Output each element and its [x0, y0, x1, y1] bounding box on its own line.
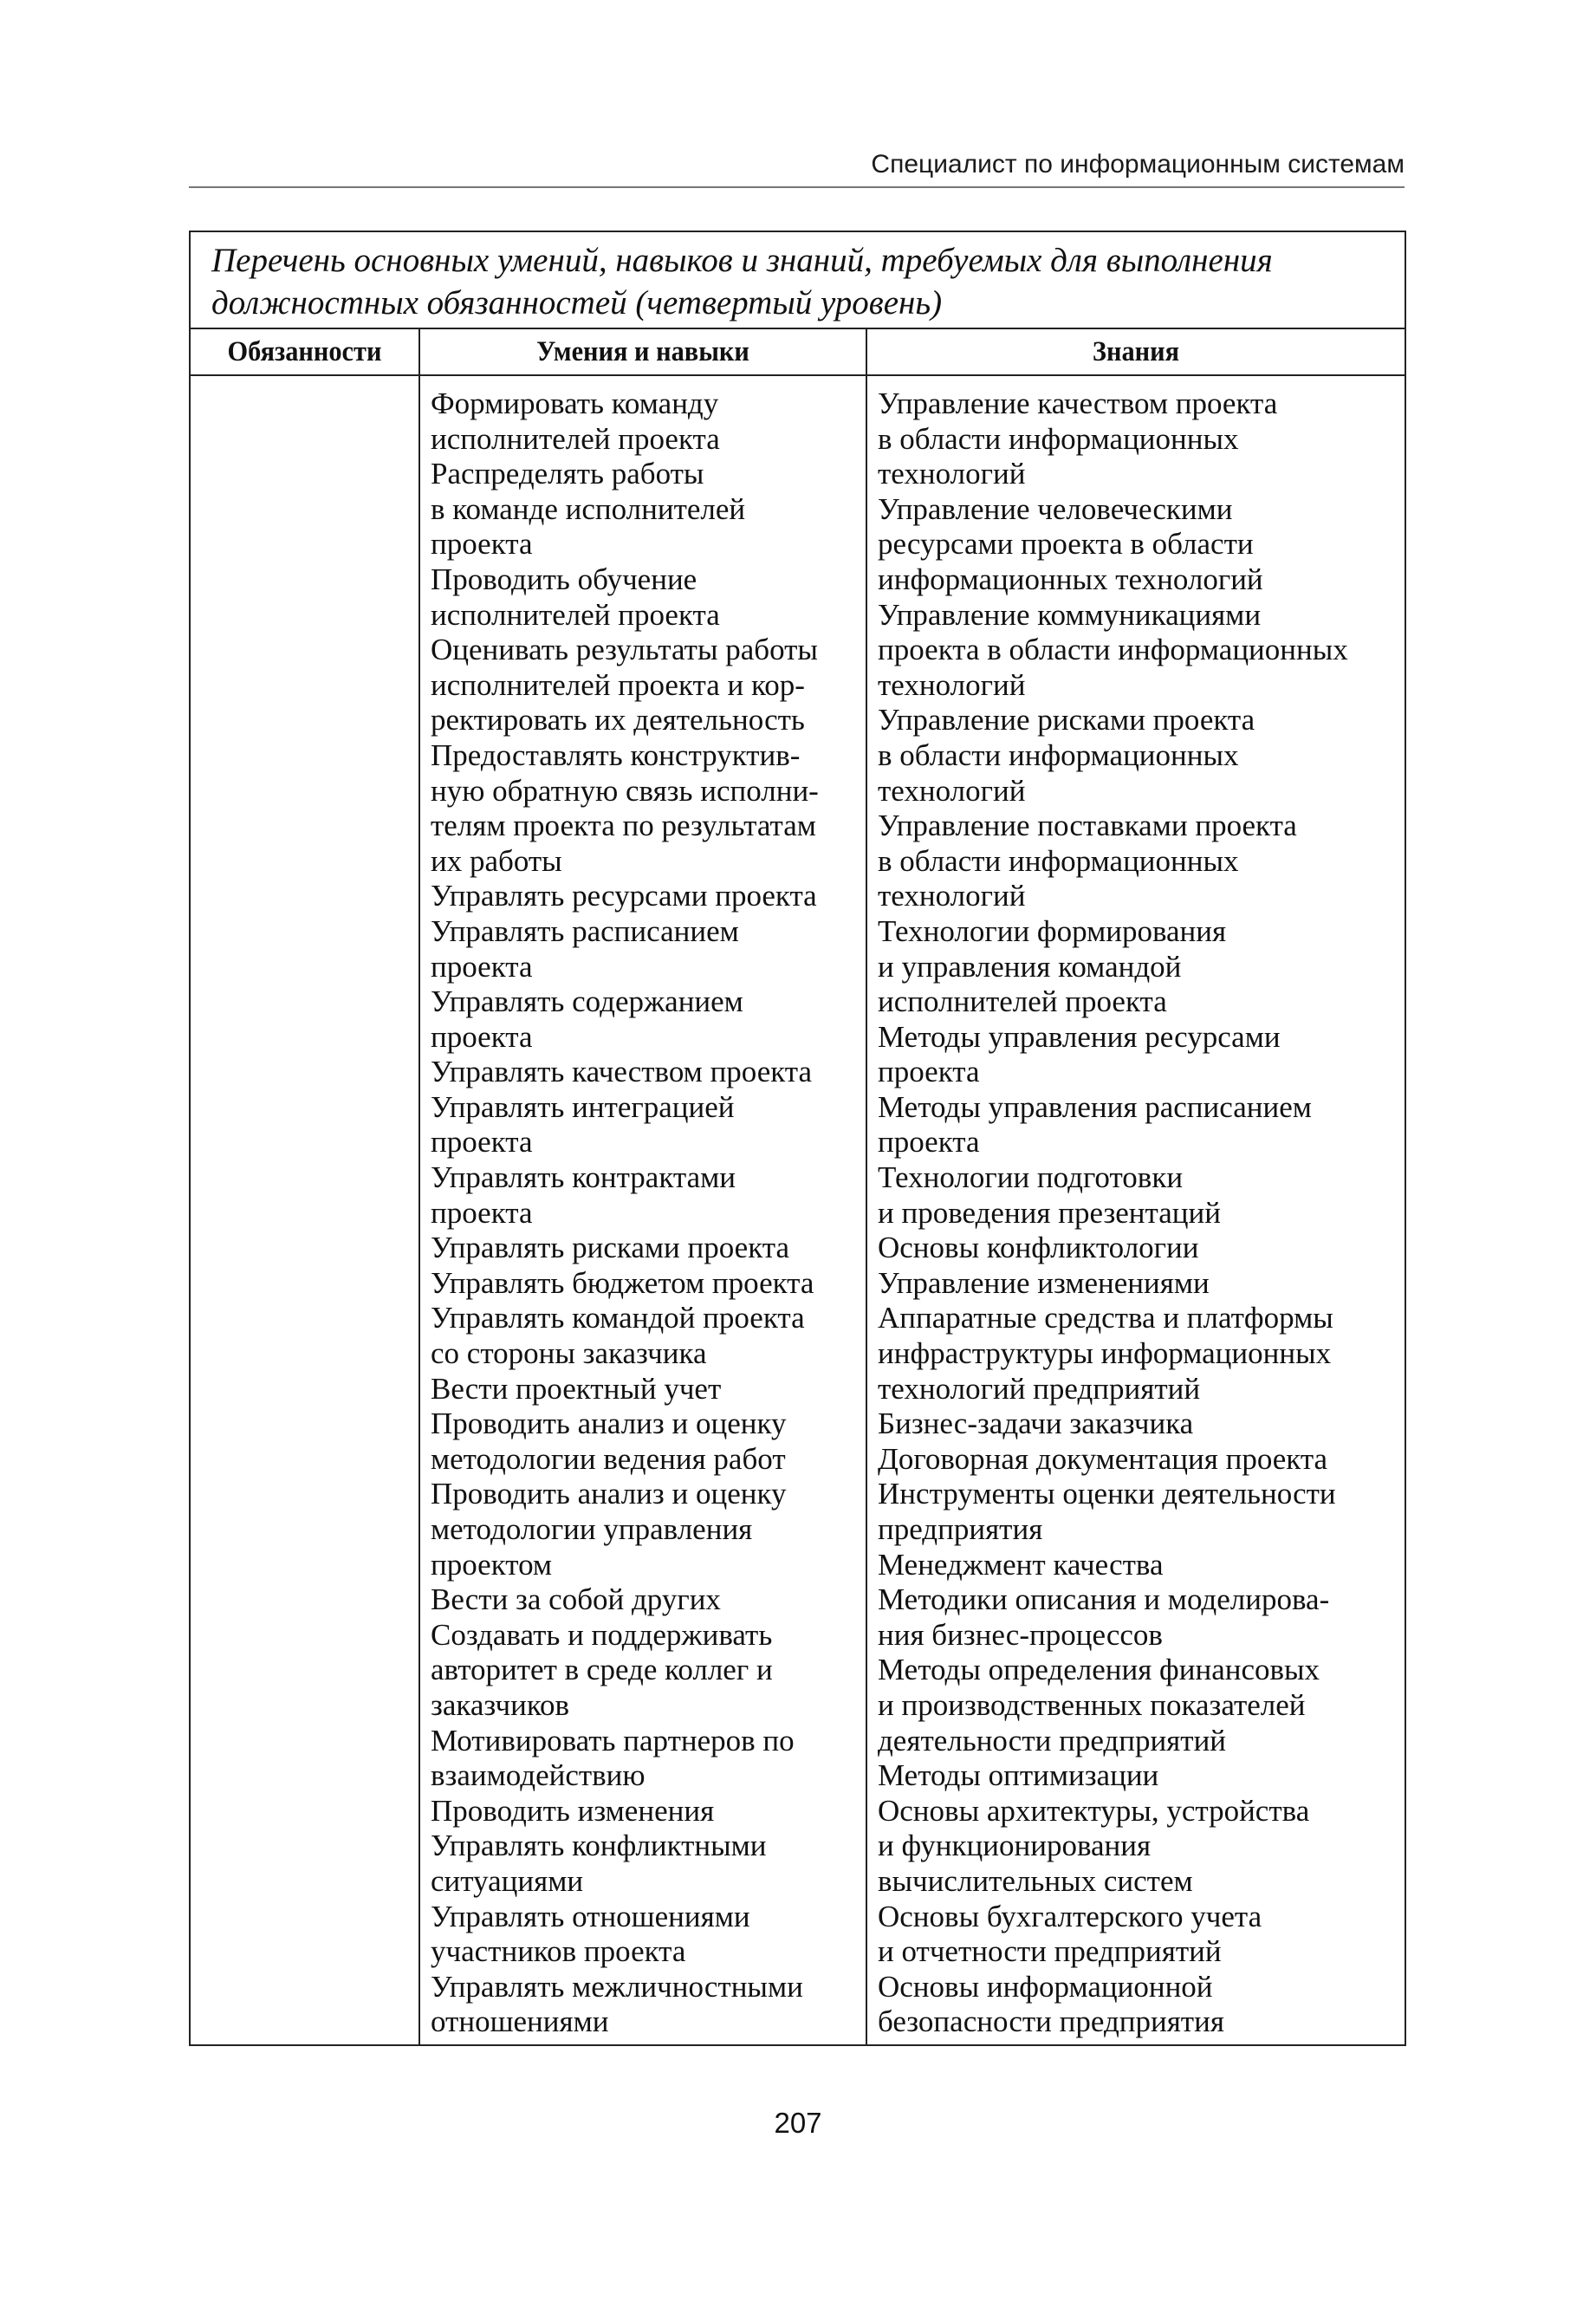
skill-line: Управлять контрактами	[431, 1160, 736, 1195]
skill-line: отношениями	[431, 2004, 609, 2039]
skill-line: Оценивать результаты работы	[431, 633, 818, 667]
skill-line: Управлять содержанием	[431, 984, 743, 1019]
knowledge-line: Основы бухгалтерского учета	[878, 1899, 1262, 1933]
knowledge-line: Основы конфликтологии	[878, 1231, 1199, 1265]
skill-line: Управлять командой проекта	[431, 1301, 805, 1335]
knowledge-line: инфраструктуры информационных	[878, 1336, 1332, 1371]
skill-line: проекта	[431, 527, 533, 562]
skill-line: их работы	[431, 843, 562, 878]
knowledge-line: и управления командой	[878, 949, 1182, 984]
skill-line: Управлять бюджетом проекта	[431, 1265, 814, 1300]
knowledge-line: Методики описания и моделирова-	[878, 1582, 1330, 1617]
skill-line: Создавать и поддерживать	[431, 1617, 773, 1652]
knowledge-line: предприятия	[878, 1512, 1043, 1546]
knowledge-line: Технологии подготовки	[878, 1160, 1184, 1195]
table-caption	[190, 231, 1405, 328]
skill-line: проекта	[431, 1195, 533, 1230]
skill-line: методологии управления	[431, 1512, 753, 1546]
knowledge-line: технологий	[878, 667, 1026, 702]
knowledge-line: проекта в области информационных	[878, 633, 1348, 667]
skill-line: проекта	[431, 949, 533, 984]
column-header-knowledge: Знания	[888, 328, 1384, 375]
skill-line: исполнителей проекта	[431, 421, 720, 456]
knowledge-line: Бизнес-задачи заказчика	[878, 1407, 1194, 1441]
knowledge-line: в области информационных	[878, 737, 1239, 772]
knowledge-line: технологий	[878, 457, 1026, 491]
skill-line: Управлять отношениями	[431, 1899, 750, 1933]
knowledge-line: Методы оптимизации	[878, 1758, 1159, 1793]
skill-line: в команде исполнителей	[431, 491, 746, 526]
knowledge-line: Управление рисками проекта	[878, 703, 1255, 737]
competency-table	[189, 231, 1406, 2046]
knowledge-line: Аппаратные средства и платформы	[878, 1301, 1333, 1335]
skill-line: авторитет в среде коллег и	[431, 1653, 773, 1687]
skill-line: Управлять межличностными	[431, 1969, 803, 2004]
knowledge-line: технологий предприятий	[878, 1371, 1201, 1406]
knowledge-line: Методы управления расписанием	[878, 1089, 1312, 1124]
knowledge-line: технологий	[878, 879, 1026, 913]
knowledge-line: исполнителей проекта	[878, 984, 1167, 1019]
skill-line: телям проекта по результатам	[431, 809, 816, 843]
knowledge-line: Менеджмент качества	[878, 1547, 1164, 1582]
knowledge-line: информационных технологий	[878, 562, 1263, 596]
table-caption-line: должностных обязанностей (четвертый уровень)	[211, 284, 943, 322]
knowledge-line: ния бизнес-процессов	[878, 1617, 1163, 1652]
skill-line: Управлять интеграцией	[431, 1089, 735, 1124]
skill-line: Управлять расписанием	[431, 913, 739, 948]
knowledge-line: и производственных показателей	[878, 1687, 1306, 1722]
knowledge-line: Основы архитектуры, устройства	[878, 1793, 1310, 1828]
knowledge-line: технологий	[878, 773, 1026, 808]
skill-line: взаимодействию	[431, 1758, 646, 1793]
skill-line: Проводить анализ и оценку	[431, 1407, 787, 1441]
skill-line: ректировать их деятельность	[431, 703, 805, 737]
skill-line: ситуациями	[431, 1863, 584, 1898]
skill-line: Мотивировать партнеров по	[431, 1723, 795, 1757]
skill-line: со стороны заказчика	[431, 1336, 707, 1371]
knowledge-line: вычислительных систем	[878, 1863, 1193, 1898]
knowledge-cell	[866, 375, 1405, 2045]
running-head: Специалист по информационным системам	[871, 150, 1405, 179]
knowledge-line: Управление поставками проекта	[878, 809, 1297, 843]
knowledge-line: проекта	[878, 1125, 980, 1160]
skill-line: Вести проектный учет	[431, 1371, 722, 1406]
skill-line: участников проекта	[431, 1934, 686, 1969]
knowledge-line: и отчетности предприятий	[878, 1934, 1222, 1969]
skills-cell	[419, 375, 866, 2045]
skill-line: проектом	[431, 1547, 553, 1582]
skill-line: Управлять качеством проекта	[431, 1055, 813, 1089]
skill-line: Управлять конфликтными	[431, 1829, 767, 1863]
knowledge-line: безопасности предприятия	[878, 2004, 1224, 2039]
knowledge-line: в области информационных	[878, 421, 1239, 456]
skill-line: Управлять ресурсами проекта	[431, 879, 817, 913]
knowledge-line: и проведения презентаций	[878, 1195, 1221, 1230]
skill-line: методологии ведения работ	[431, 1441, 786, 1476]
knowledge-line: и функционирования	[878, 1829, 1152, 1863]
table-caption-line: Перечень основных умений, навыков и знаний, требуемых для выполнения	[211, 242, 1273, 279]
knowledge-line: в области информационных	[878, 843, 1239, 878]
knowledge-line: Основы информационной	[878, 1969, 1213, 2004]
knowledge-line: проекта	[878, 1055, 980, 1089]
skill-line: Проводить анализ и оценку	[431, 1477, 787, 1511]
knowledge-line: Договорная документация проекта	[878, 1441, 1328, 1476]
column-header-skills: Умения и навыки	[438, 328, 849, 375]
knowledge-line: ресурсами проекта в области	[878, 527, 1254, 562]
knowledge-line: Методы определения финансовых	[878, 1653, 1320, 1687]
skill-line: Формировать команду	[431, 387, 719, 420]
knowledge-line: Управление качеством проекта	[878, 387, 1278, 420]
skill-line: Распределять работы	[431, 457, 704, 491]
skill-line: ную обратную связь исполни-	[431, 773, 819, 808]
skill-line: Предоставлять конструктив-	[431, 737, 801, 772]
page-number: 207	[774, 2107, 822, 2139]
skill-line: Проводить обучение	[431, 562, 697, 596]
skill-line: исполнителей проекта и кор-	[431, 667, 805, 702]
skill-line: проекта	[431, 1125, 533, 1160]
skill-line: заказчиков	[431, 1687, 570, 1722]
skill-line: Проводить изменения	[431, 1793, 715, 1828]
skill-line: исполнителей проекта	[431, 597, 720, 632]
knowledge-line: Управление коммуникациями	[878, 597, 1262, 632]
knowledge-line: Инструменты оценки деятельности	[878, 1477, 1336, 1511]
skill-line: Управлять рисками проекта	[431, 1231, 790, 1265]
skill-line: Вести за собой других	[431, 1582, 721, 1617]
column-header-duties: Обязанности	[199, 328, 411, 375]
knowledge-line: деятельности предприятий	[878, 1723, 1227, 1757]
header-rule	[189, 186, 1405, 188]
knowledge-line: Методы управления ресурсами	[878, 1019, 1281, 1054]
knowledge-line: Управление человеческими	[878, 491, 1233, 526]
skill-line: проекта	[431, 1019, 533, 1054]
knowledge-line: Технологии формирования	[878, 913, 1227, 948]
duties-cell	[190, 375, 419, 2045]
knowledge-line: Управление изменениями	[878, 1265, 1210, 1300]
